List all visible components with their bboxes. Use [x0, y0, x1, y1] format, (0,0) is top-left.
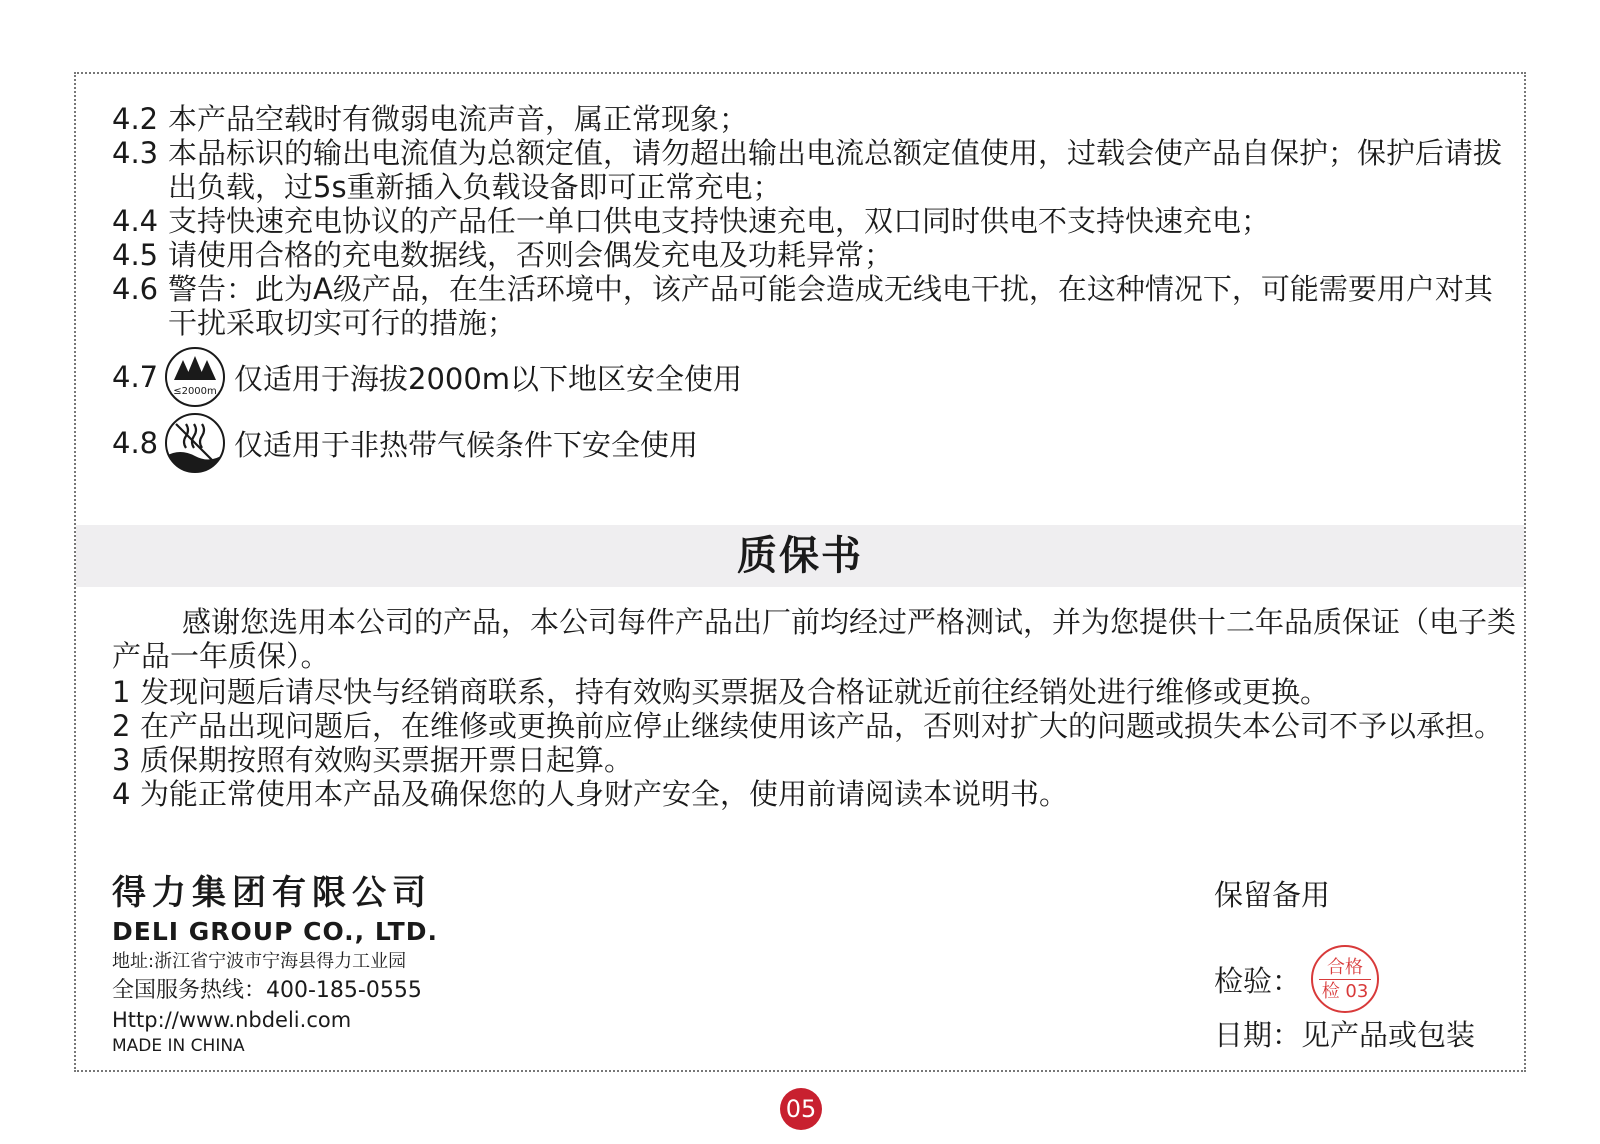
note-text: 仅适用于非热带气候条件下安全使用	[234, 427, 699, 462]
warranty-item-text: 发现问题后请尽快与经销商联系，持有效购买票据及合格证就近前往经销处进行维修或更换。	[140, 675, 1330, 709]
warranty-item-text: 在产品出现问题后，在维修或更换前应停止继续使用该产品，否则对扩大的问题或损失本公司不予以承担。	[140, 709, 1504, 743]
company-info	[112, 873, 438, 1057]
note-text: 本品标识的输出电流值为总额定值，请勿超出输出电流总额定值使用，过载会使产品自保护；保护后请拔出负载，过5s重新插入负载设备即可正常充电；	[168, 136, 1503, 204]
note-number: 4.6	[112, 272, 159, 306]
note-4-8	[112, 412, 1512, 474]
date-label: 日期：见产品或包装	[1214, 1018, 1476, 1052]
company-address: 地址:浙江省宁波市宁海县得力工业园	[112, 951, 407, 972]
note-text: 仅适用于海拔2000m以下地区安全使用	[234, 361, 743, 396]
note-number: 4.7	[112, 360, 159, 394]
note-number: 4.2	[112, 102, 159, 136]
note-number: 4.3	[112, 136, 159, 170]
non-tropical-climate-icon	[164, 412, 226, 474]
company-website: Http://www.nbdeli.com	[112, 1008, 352, 1032]
warranty-item-number: 1	[112, 675, 131, 709]
warranty-item	[112, 675, 1522, 709]
warranty-item	[112, 743, 1522, 777]
warranty-item-number: 2	[112, 709, 131, 743]
note-4-4	[112, 204, 1512, 238]
note-text: 请使用合格的充电数据线，否则会偶发充电及功耗异常；	[168, 238, 894, 272]
service-hotline: 全国服务热线：400-185-0555	[112, 978, 422, 1003]
qc-pass-stamp	[1311, 945, 1379, 1013]
warranty-item-text: 为能正常使用本产品及确保您的人身财产安全，使用前请阅读本说明书。	[140, 777, 1069, 811]
warranty-intro: 感谢您选用本公司的产品，本公司每件产品出厂前均经过严格测试，并为您提供十二年品质保证（电子类产品一年质保）。	[112, 605, 1517, 673]
warranty-item-number: 4	[112, 777, 131, 811]
note-4-6	[112, 272, 1512, 340]
altitude-icon-label: ≤2000m	[173, 386, 217, 397]
stamp-bottom-text: 检 03	[1321, 980, 1369, 1002]
inspection-label: 检验：	[1214, 963, 1302, 998]
stamp-divider	[1319, 979, 1371, 980]
company-name-en: DELI GROUP CO., LTD.	[112, 917, 438, 946]
company-name-cn: 得力集团有限公司	[112, 873, 432, 913]
note-text: 本产品空载时有微弱电流声音，属正常现象；	[168, 102, 749, 136]
warranty-section	[112, 605, 1522, 811]
note-number: 4.5	[112, 238, 159, 272]
warranty-item	[112, 709, 1522, 743]
warranty-title: 质保书	[737, 533, 863, 579]
note-number: 4.4	[112, 204, 159, 238]
warranty-banner	[76, 525, 1524, 587]
note-4-2	[112, 102, 1512, 136]
warranty-item-number: 3	[112, 743, 131, 777]
note-4-3	[112, 136, 1512, 204]
warranty-item	[112, 777, 1522, 811]
page-number-badge: 05	[780, 1088, 822, 1130]
altitude-mountain-icon	[164, 346, 226, 408]
note-4-5	[112, 238, 1512, 272]
notes-list	[112, 102, 1512, 474]
note-text: 支持快速充电协议的产品任一单口供电支持快速充电，双口同时供电不支持快速充电；	[168, 204, 1271, 238]
inspection-row	[1214, 945, 1379, 1013]
note-number: 4.8	[112, 426, 159, 460]
note-text: 警告：此为A级产品，在生活环境中，该产品可能会造成无线电干扰，在这种情况下，可能需要用户对其干扰采取切实可行的措施；	[168, 272, 1493, 340]
stamp-top-text: 合格	[1327, 956, 1364, 978]
reserved-label: 保留备用	[1214, 878, 1331, 912]
made-in-label: MADE IN CHINA	[112, 1036, 245, 1056]
warranty-item-text: 质保期按照有效购买票据开票日起算。	[140, 743, 634, 777]
note-4-7	[112, 346, 1512, 408]
